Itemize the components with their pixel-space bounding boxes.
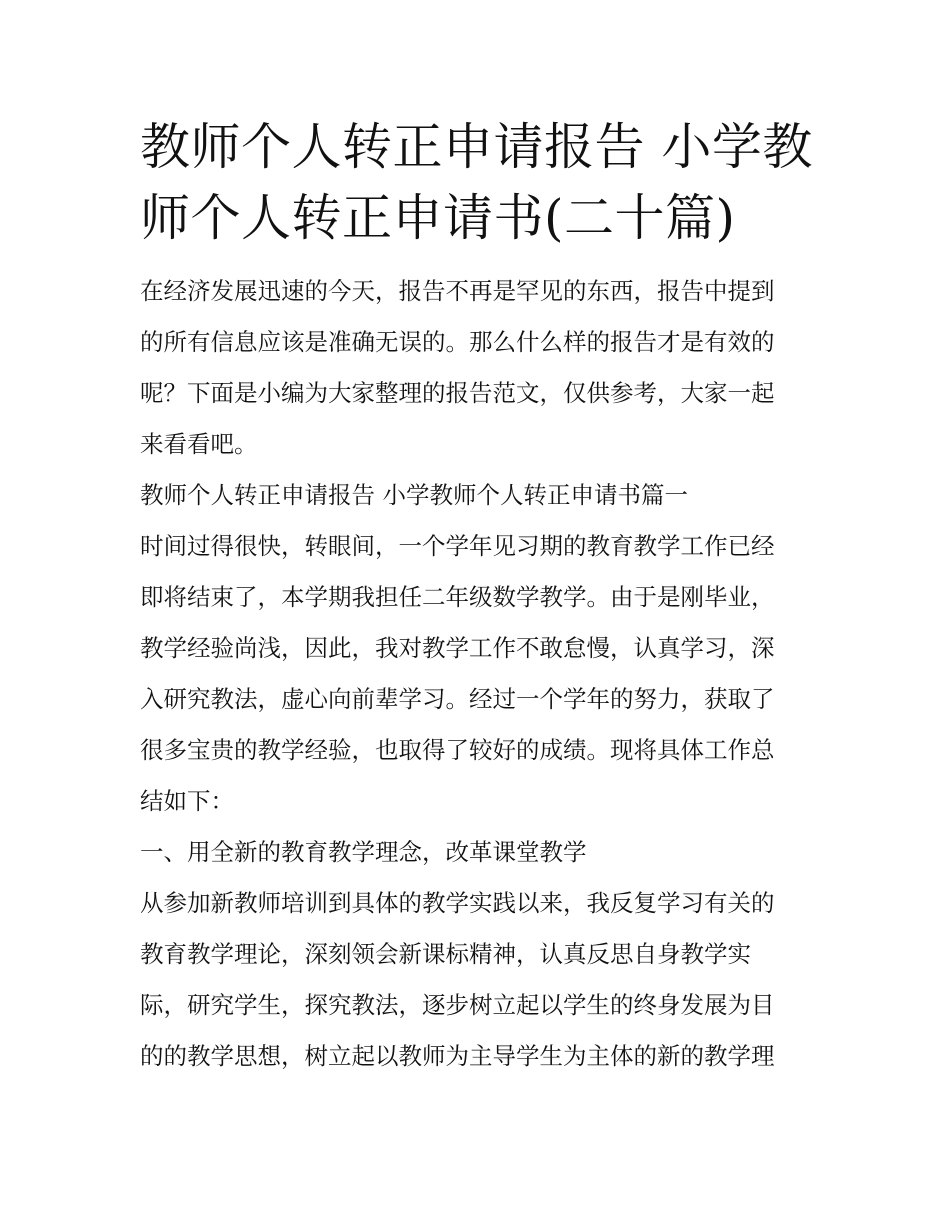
section-heading (140, 470, 812, 521)
text-line: 一、用全新的教育教学理念，改革课堂教学 (140, 838, 587, 866)
title-line: 教师个人转正申请报告 小学教 (140, 118, 813, 176)
document-body (140, 266, 812, 1082)
text-line: 时间过得很快，转眼间，一个学年见习期的教育教学工作已经 (140, 532, 775, 560)
body-paragraph (140, 878, 812, 1082)
text-line: 结如下： (140, 787, 234, 815)
text-line: 教师个人转正申请报告 小学教师个人转正申请书篇一 (140, 481, 688, 509)
subsection-heading (140, 827, 812, 878)
text-line: 从参加新教师培训到具体的教学实践以来，我反复学习有关的 (140, 889, 775, 917)
text-line: 际，研究学生，探究教法，逐步树立起以学生的终身发展为目 (140, 991, 775, 1019)
text-line: 的所有信息应该是准确无误的。那么什么样的报告才是有效的 (140, 328, 775, 356)
text-line: 很多宝贵的教学经验，也取得了较好的成绩。现将具体工作总 (140, 736, 775, 764)
document-content (140, 112, 812, 1082)
title-line: 师个人转正申请书(二十篇) (140, 189, 736, 247)
text-line: 教学经验尚浅，因此，我对教学工作不敢怠慢，认真学习，深 (140, 634, 775, 662)
text-line: 来看看吧。 (140, 430, 258, 458)
intro-paragraph (140, 266, 812, 470)
text-line: 入研究教法，虚心向前辈学习。经过一个学年的努力，获取了 (140, 685, 775, 713)
body-paragraph (140, 521, 812, 827)
text-line: 教育教学理论，深刻领会新课标精神，认真反思自身教学实 (140, 940, 751, 968)
text-line: 呢？下面是小编为大家整理的报告范文，仅供参考，大家一起 (140, 379, 775, 407)
text-line: 在经济发展迅速的今天，报告不再是罕见的东西，报告中提到 (140, 277, 775, 305)
text-line: 即将结束了，本学期我担任二年级数学教学。由于是刚毕业， (140, 583, 775, 611)
document-title (140, 112, 812, 254)
text-line: 的的教学思想，树立起以教师为主导学生为主体的新的教学理 (140, 1042, 775, 1070)
